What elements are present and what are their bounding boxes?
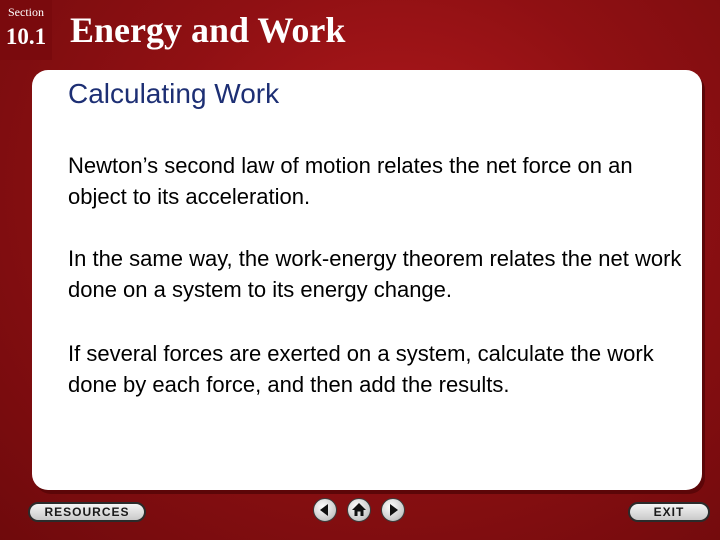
chapter-title: Energy and Work (70, 10, 346, 50)
home-button[interactable] (347, 498, 371, 522)
paragraph-several-forces: If several forces are exerted on a system, calculate the work done by each force, and then add the results. (68, 341, 654, 397)
home-icon (348, 499, 370, 521)
section-label: Section (8, 5, 44, 19)
section-number: 10.1 (5, 24, 47, 49)
section-badge (0, 0, 52, 60)
paragraph-newton: Newton’s second law of motion relates the net force on an object to its acceleration. (68, 153, 633, 209)
exit-button[interactable]: EXIT (628, 502, 710, 522)
paragraph-work-energy: In the same way, the work-energy theorem relates the net work done on a system to its energy change. (68, 246, 682, 302)
resources-button[interactable]: RESOURCES (28, 502, 146, 522)
previous-button[interactable] (313, 498, 337, 522)
previous-arrow-icon (314, 499, 336, 521)
next-arrow-icon (382, 499, 404, 521)
slide-title: Calculating Work (68, 78, 280, 109)
next-button[interactable] (381, 498, 405, 522)
